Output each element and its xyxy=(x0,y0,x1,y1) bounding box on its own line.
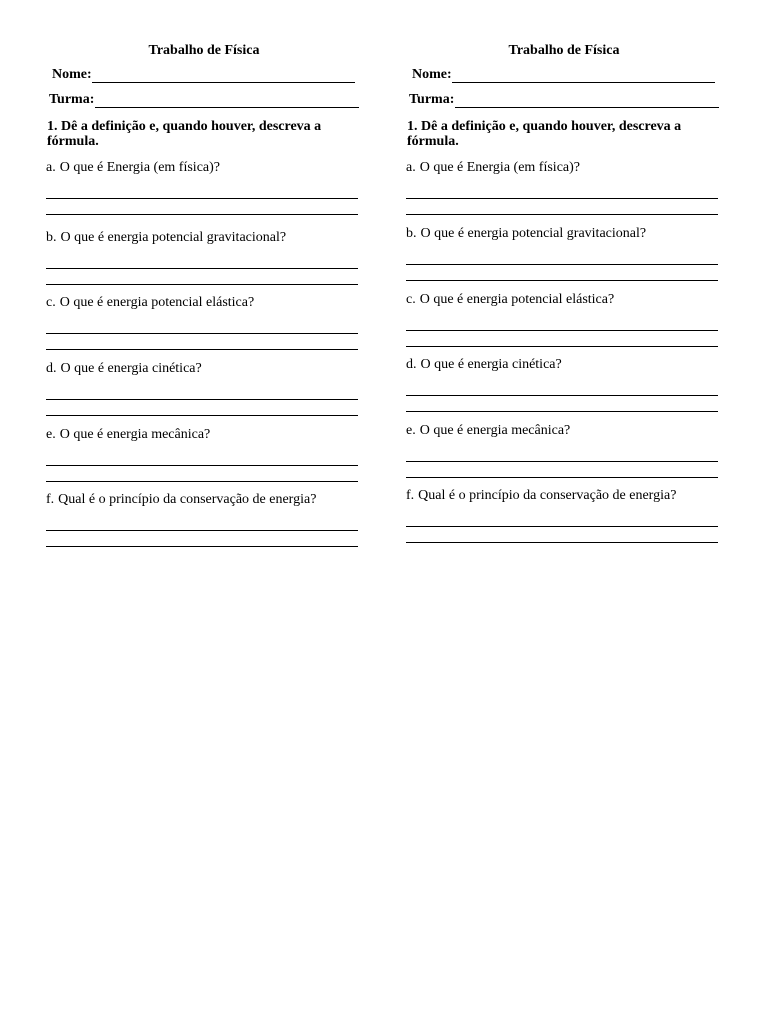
class-field xyxy=(404,92,724,110)
item-text: O que é Energia (em física)? xyxy=(419,160,580,175)
item-text: O que é energia potencial elástica? xyxy=(59,295,255,310)
answer-line xyxy=(406,395,718,396)
item-text: Qual é o princípio da conservação de energia? xyxy=(58,492,317,507)
question-item-c xyxy=(404,290,724,350)
class-blank-line xyxy=(455,107,719,108)
answer-line xyxy=(406,214,718,215)
item-text: O que é Energia (em física)? xyxy=(59,160,220,175)
item-text: O que é energia cinética? xyxy=(420,357,562,372)
question-item-d xyxy=(44,359,364,419)
answer-line xyxy=(46,481,358,482)
answer-line xyxy=(406,280,718,281)
question-item-a xyxy=(44,158,364,218)
answer-line xyxy=(46,546,358,547)
answer-line xyxy=(406,461,718,462)
answer-line xyxy=(46,284,358,285)
worksheet-copy-left xyxy=(44,0,364,600)
answer-line xyxy=(46,333,358,334)
question-item-b xyxy=(44,228,364,288)
question-item-b xyxy=(404,224,724,284)
question-heading: 1. Dê a definição e, quando houver, descreva a fórmula. xyxy=(407,119,682,149)
answer-line xyxy=(46,268,358,269)
item-text: O que é energia potencial gravitacional? xyxy=(420,226,647,241)
item-letter: d. xyxy=(46,361,57,376)
item-text: O que é energia mecânica? xyxy=(419,423,571,438)
question-item-e xyxy=(44,425,364,485)
item-letter: c. xyxy=(46,295,56,310)
item-text: O que é energia cinética? xyxy=(60,361,202,376)
answer-line xyxy=(406,542,718,543)
answer-line xyxy=(406,346,718,347)
answer-line xyxy=(406,526,718,527)
item-text: O que é energia potencial gravitacional? xyxy=(60,230,287,245)
item-letter: a. xyxy=(46,160,56,175)
answer-line xyxy=(406,411,718,412)
answer-line xyxy=(46,214,358,215)
item-letter: f. xyxy=(46,492,55,507)
question-item-a xyxy=(404,158,724,218)
class-label: Turma: xyxy=(409,92,455,107)
worksheet-title: Trabalho de Física xyxy=(508,43,620,58)
item-letter: e. xyxy=(406,423,416,438)
answer-line xyxy=(46,198,358,199)
answer-line xyxy=(46,465,358,466)
item-letter: b. xyxy=(406,226,417,241)
item-text: O que é energia mecânica? xyxy=(59,427,211,442)
answer-line xyxy=(406,198,718,199)
item-letter: b. xyxy=(46,230,57,245)
item-letter: d. xyxy=(406,357,417,372)
name-label: Nome: xyxy=(52,67,92,82)
answer-line xyxy=(46,349,358,350)
answer-line xyxy=(46,530,358,531)
worksheet-title: Trabalho de Física xyxy=(148,43,260,58)
item-letter: c. xyxy=(406,292,416,307)
item-letter: a. xyxy=(406,160,416,175)
name-label: Nome: xyxy=(412,67,452,82)
name-blank-line xyxy=(92,82,355,83)
question-item-e xyxy=(404,421,724,481)
item-text: Qual é o princípio da conservação de energia? xyxy=(418,488,677,503)
answer-line xyxy=(46,399,358,400)
question-item-c xyxy=(44,293,364,353)
item-text: O que é energia potencial elástica? xyxy=(419,292,615,307)
answer-line xyxy=(406,264,718,265)
name-field xyxy=(44,67,364,85)
class-label: Turma: xyxy=(49,92,95,107)
answer-line xyxy=(406,330,718,331)
item-letter: e. xyxy=(46,427,56,442)
item-letter: f. xyxy=(406,488,415,503)
answer-line xyxy=(406,477,718,478)
question-item-f xyxy=(404,486,724,546)
question-item-d xyxy=(404,355,724,415)
name-blank-line xyxy=(452,82,715,83)
answer-line xyxy=(46,415,358,416)
name-field xyxy=(404,67,724,85)
question-heading: 1. Dê a definição e, quando houver, descreva a fórmula. xyxy=(47,119,322,149)
question-item-f xyxy=(44,490,364,550)
class-blank-line xyxy=(95,107,359,108)
worksheet-copy-right xyxy=(404,0,724,600)
class-field xyxy=(44,92,364,110)
